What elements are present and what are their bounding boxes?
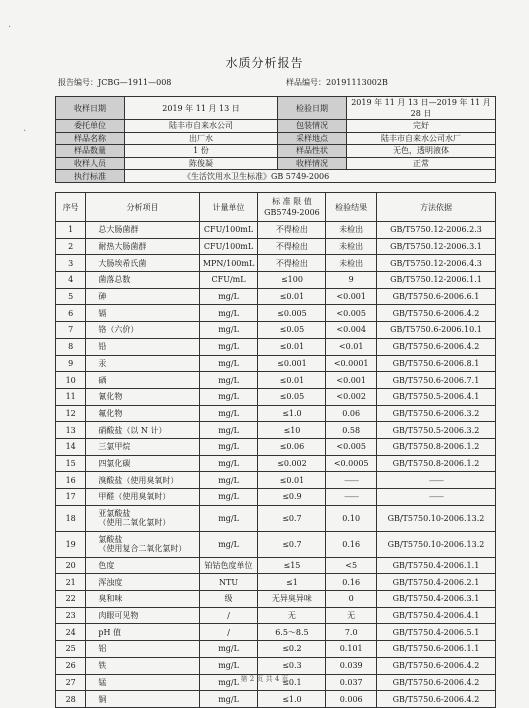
unit: mg/L — [199, 472, 258, 489]
standard-limit: ≤0.3 — [258, 657, 326, 674]
method-basis: GB/T5750.4-2006.1.1 — [376, 557, 495, 574]
analysis-item: 色度 — [86, 557, 199, 574]
sample-number: 样品编号：20191113002B — [286, 78, 388, 87]
row-index: 17 — [56, 489, 86, 506]
method-basis: GB/T5750.6-2006.6.1 — [376, 288, 495, 305]
row-index: 7 — [56, 322, 86, 339]
unit: mg/L — [199, 505, 258, 531]
row-index: 28 — [56, 691, 86, 708]
test-result: 0.039 — [326, 657, 377, 674]
analysis-item: 铁 — [86, 657, 199, 674]
method-basis: GB/T5750.6-2006.4.2 — [376, 691, 495, 708]
info-value: 正常 — [347, 157, 496, 170]
method-basis: —— — [376, 489, 495, 506]
test-result: <0.005 — [326, 305, 377, 322]
row-index: 11 — [56, 388, 86, 405]
info-label: 包装情况 — [278, 120, 347, 133]
unit: / — [199, 607, 258, 624]
info-row — [56, 157, 496, 170]
test-result: —— — [326, 472, 377, 489]
test-result: 无 — [326, 607, 377, 624]
standard-limit: 不得检出 — [258, 238, 326, 255]
method-basis: GB/T5750.12-2006.4.3 — [376, 255, 495, 272]
header-limit — [258, 193, 326, 222]
method-basis: GB/T5750.12-2006.1.1 — [376, 272, 495, 289]
analysis-item: 铝 — [86, 641, 199, 658]
test-result: 0.16 — [326, 574, 377, 591]
standard-limit: ≤100 — [258, 272, 326, 289]
table-row — [56, 472, 496, 489]
row-index: 14 — [56, 438, 86, 455]
unit: 铂钴色度单位 — [199, 557, 258, 574]
row-index: 10 — [56, 372, 86, 389]
method-basis: GB/T5750.10-2006.13.2 — [376, 505, 495, 531]
standard-limit: ≤0.7 — [258, 505, 326, 531]
test-result: <5 — [326, 557, 377, 574]
method-basis: GB/T5750.4-2006.5.1 — [376, 624, 495, 641]
table-row — [56, 624, 496, 641]
standard-limit: ≤0.1 — [258, 674, 326, 691]
info-value: 陈俊凝 — [125, 157, 278, 170]
test-result: 0 — [326, 591, 377, 608]
unit: CFU/mL — [199, 272, 258, 289]
table-row — [56, 591, 496, 608]
info-label: 样品数量 — [56, 145, 125, 158]
info-label: 收样日期 — [56, 97, 125, 120]
unit: mg/L — [199, 322, 258, 339]
method-basis: GB/T5750.8-2006.1.2 — [376, 438, 495, 455]
row-index: 13 — [56, 422, 86, 439]
analysis-item: 三氯甲烷 — [86, 438, 199, 455]
test-result: 0.16 — [326, 531, 377, 557]
info-label: 委托单位 — [56, 120, 125, 133]
analysis-item: 硒 — [86, 372, 199, 389]
standard-limit: ≤0.01 — [258, 338, 326, 355]
test-result: 未检出 — [326, 255, 377, 272]
test-result: 0.101 — [326, 641, 377, 658]
analysis-item: 四氯化碳 — [86, 455, 199, 472]
row-index: 8 — [56, 338, 86, 355]
analysis-item: 耐热大肠菌群 — [86, 238, 199, 255]
header-result: 检验结果 — [326, 193, 377, 222]
analysis-item: 臭和味 — [86, 591, 199, 608]
row-index: 19 — [56, 531, 86, 557]
standard-limit: ≤1.0 — [258, 405, 326, 422]
test-result: 未检出 — [326, 238, 377, 255]
info-value: 出厂水 — [125, 132, 278, 145]
table-row — [56, 641, 496, 658]
method-basis: GB/T5750.6-2006.3.2 — [376, 405, 495, 422]
table-row — [56, 305, 496, 322]
test-result: 0.10 — [326, 505, 377, 531]
table-row — [56, 505, 496, 531]
unit: mg/L — [199, 355, 258, 372]
standard-limit: 不得检出 — [258, 222, 326, 239]
standard-limit: ≤0.005 — [258, 305, 326, 322]
row-index: 12 — [56, 405, 86, 422]
standard-limit: ≤0.05 — [258, 322, 326, 339]
row-index: 26 — [56, 657, 86, 674]
method-basis: GB/T5750.6-2006.4.2 — [376, 305, 495, 322]
table-row — [56, 455, 496, 472]
standard-limit: ≤0.2 — [258, 641, 326, 658]
row-index: 15 — [56, 455, 86, 472]
unit: mg/L — [199, 338, 258, 355]
method-basis: GB/T5750.4-2006.3.1 — [376, 591, 495, 608]
test-result: <0.004 — [326, 322, 377, 339]
table-row — [56, 338, 496, 355]
row-index: 16 — [56, 472, 86, 489]
standard-limit: ≤0.7 — [258, 531, 326, 557]
unit: CFU/100mL — [199, 222, 258, 239]
standard-limit: 无异臭异味 — [258, 591, 326, 608]
method-basis: GB/T5750.6-2006.8.1 — [376, 355, 495, 372]
unit: mg/L — [199, 305, 258, 322]
analysis-item: 硝酸盐（以 N 计） — [86, 422, 199, 439]
row-index: 5 — [56, 288, 86, 305]
unit: mg/L — [199, 455, 258, 472]
analysis-item: 氟化物 — [86, 405, 199, 422]
table-row — [56, 557, 496, 574]
report-number: 报告编号：JCBG—1911—008 — [58, 78, 172, 87]
info-value: 2019 年 11 月 13 日 — [125, 97, 278, 120]
test-result: —— — [326, 489, 377, 506]
standard-limit: ≤1.0 — [258, 691, 326, 708]
analysis-item: 甲醛（使用臭氧时） — [86, 489, 199, 506]
info-value: 陆丰市自来水公司水厂 — [347, 132, 496, 145]
sample-info-table — [55, 96, 496, 183]
analysis-item: 氯酸盐 （使用复合二氧化氯时） — [86, 531, 199, 557]
method-basis: —— — [376, 472, 495, 489]
header-limit-label: 标 准 限 值 — [272, 197, 312, 206]
analysis-item: pH 值 — [86, 624, 199, 641]
row-index: 2 — [56, 238, 86, 255]
test-result: <0.0001 — [326, 355, 377, 372]
row-index: 23 — [56, 607, 86, 624]
analysis-item: 氰化物 — [86, 388, 199, 405]
method-basis: GB/T5750.6-2006.4.2 — [376, 657, 495, 674]
standard-limit: ≤0.001 — [258, 355, 326, 372]
info-value: 陆丰市自来水公司 — [125, 120, 278, 133]
standard-limit: ≤0.9 — [258, 489, 326, 506]
row-index: 4 — [56, 272, 86, 289]
method-basis: GB/T5750.6-2006.4.2 — [376, 338, 495, 355]
scan-speck: · — [8, 22, 12, 33]
analysis-item: 镉 — [86, 305, 199, 322]
method-basis: GB/T5750.12-2006.3.1 — [376, 238, 495, 255]
info-row — [56, 97, 496, 120]
method-basis: GB/T5750.6-2006.1.1 — [376, 641, 495, 658]
page-footer: 第 2 页 共 4 页 — [240, 675, 289, 683]
table-row — [56, 607, 496, 624]
info-label: 收样情况 — [278, 157, 347, 170]
unit: mg/L — [199, 641, 258, 658]
method-basis: GB/T5750.4-2006.2.1 — [376, 574, 495, 591]
standard-limit: 6.5～8.5 — [258, 624, 326, 641]
header-item: 分析项目 — [86, 193, 199, 222]
row-index: 21 — [56, 574, 86, 591]
test-result: 未检出 — [326, 222, 377, 239]
info-row-standard — [56, 170, 496, 183]
scan-speck: · — [23, 126, 27, 137]
row-index: 27 — [56, 674, 86, 691]
analysis-item: 汞 — [86, 355, 199, 372]
analysis-item: 总大肠菌群 — [86, 222, 199, 239]
table-row — [56, 222, 496, 239]
table-row — [56, 288, 496, 305]
report-title: 水质分析报告 — [225, 56, 304, 70]
header-unit: 计量单位 — [199, 193, 258, 222]
unit: mg/L — [199, 531, 258, 557]
table-row — [56, 372, 496, 389]
analysis-item: 大肠埃希氏菌 — [86, 255, 199, 272]
method-basis: GB/T5750.10-2006.13.2 — [376, 531, 495, 557]
standard-limit: ≤15 — [258, 557, 326, 574]
method-basis: GB/T5750.6-2006.10.1 — [376, 322, 495, 339]
analysis-item: 亚氯酸盐 （使用二氧化氯时） — [86, 505, 199, 531]
unit: mg/L — [199, 422, 258, 439]
info-label: 检验日期 — [278, 97, 347, 120]
standard-limit: ≤0.01 — [258, 372, 326, 389]
unit: mg/L — [199, 691, 258, 708]
analysis-item: 溴酸盐（使用臭氧时） — [86, 472, 199, 489]
info-value: 2019 年 11 月 13 日—2019 年 11 月 28 日 — [347, 97, 496, 120]
info-value: 完好 — [347, 120, 496, 133]
method-basis: GB/T5750.12-2006.2.3 — [376, 222, 495, 239]
info-label: 样品名称 — [56, 132, 125, 145]
standard-limit: 无 — [258, 607, 326, 624]
standard-limit: ≤0.01 — [258, 288, 326, 305]
row-index: 1 — [56, 222, 86, 239]
analysis-item: 锰 — [86, 674, 199, 691]
unit: mg/L — [199, 489, 258, 506]
method-basis: GB/T5750.8-2006.1.2 — [376, 455, 495, 472]
standard-limit: 不得检出 — [258, 255, 326, 272]
analysis-item: 菌落总数 — [86, 272, 199, 289]
method-basis: GB/T5750.6-2006.4.2 — [376, 674, 495, 691]
test-result: 0.037 — [326, 674, 377, 691]
test-result: <0.01 — [326, 338, 377, 355]
table-row — [56, 438, 496, 455]
method-basis: GB/T5750.5-2006.4.1 — [376, 388, 495, 405]
table-row — [56, 489, 496, 506]
results-table — [55, 192, 496, 708]
table-row — [56, 531, 496, 557]
analysis-item: 铅 — [86, 338, 199, 355]
analysis-item: 砷 — [86, 288, 199, 305]
analysis-item: 肉眼可见物 — [86, 607, 199, 624]
standard-limit: ≤0.06 — [258, 438, 326, 455]
test-result: <0.002 — [326, 388, 377, 405]
table-row — [56, 657, 496, 674]
results-header-row — [56, 193, 496, 222]
unit: 级 — [199, 591, 258, 608]
test-result: 0.06 — [326, 405, 377, 422]
unit: mg/L — [199, 657, 258, 674]
standard-limit: ≤0.002 — [258, 455, 326, 472]
table-row — [56, 405, 496, 422]
table-row — [56, 355, 496, 372]
standard-value: 《生活饮用水卫生标准》GB 5749-2006 — [125, 170, 496, 183]
standard-label: 执行标准 — [56, 170, 125, 183]
table-row — [56, 422, 496, 439]
table-row — [56, 574, 496, 591]
method-basis: GB/T5750.6-2006.7.1 — [376, 372, 495, 389]
row-index: 3 — [56, 255, 86, 272]
info-row — [56, 132, 496, 145]
table-row — [56, 238, 496, 255]
info-label: 样品性状 — [278, 145, 347, 158]
unit: MPN/100mL — [199, 255, 258, 272]
test-result: 7.0 — [326, 624, 377, 641]
test-result: 9 — [326, 272, 377, 289]
info-row — [56, 120, 496, 133]
test-result: <0.001 — [326, 288, 377, 305]
unit: mg/L — [199, 388, 258, 405]
analysis-item: 铬（六价） — [86, 322, 199, 339]
unit: mg/L — [199, 674, 258, 691]
table-row — [56, 322, 496, 339]
test-result: 0.58 — [326, 422, 377, 439]
info-value: 1 份 — [125, 145, 278, 158]
table-row — [56, 691, 496, 708]
row-index: 6 — [56, 305, 86, 322]
standard-limit: ≤1 — [258, 574, 326, 591]
row-index: 22 — [56, 591, 86, 608]
unit: mg/L — [199, 288, 258, 305]
info-value: 无色，透明液体 — [347, 145, 496, 158]
method-basis: GB/T5750.5-2006.3.2 — [376, 422, 495, 439]
standard-limit: ≤10 — [258, 422, 326, 439]
analysis-item: 浑浊度 — [86, 574, 199, 591]
test-result: 0.006 — [326, 691, 377, 708]
header-index: 序号 — [56, 193, 86, 222]
standard-limit: ≤0.05 — [258, 388, 326, 405]
row-index: 9 — [56, 355, 86, 372]
header-method: 方法依据 — [376, 193, 495, 222]
analysis-item: 铜 — [86, 691, 199, 708]
info-row — [56, 145, 496, 158]
header-limit-standard: GB5749-2006 — [264, 208, 320, 217]
info-label: 收样人员 — [56, 157, 125, 170]
unit: mg/L — [199, 372, 258, 389]
unit: NTU — [199, 574, 258, 591]
method-basis: GB/T5750.4-2006.4.1 — [376, 607, 495, 624]
unit: / — [199, 624, 258, 641]
row-index: 24 — [56, 624, 86, 641]
standard-limit: ≤0.01 — [258, 472, 326, 489]
row-index: 18 — [56, 505, 86, 531]
row-index: 20 — [56, 557, 86, 574]
info-label: 采样地点 — [278, 132, 347, 145]
table-row — [56, 388, 496, 405]
row-index: 25 — [56, 641, 86, 658]
table-row — [56, 255, 496, 272]
unit: CFU/100mL — [199, 238, 258, 255]
unit: mg/L — [199, 438, 258, 455]
test-result: <0.005 — [326, 438, 377, 455]
table-row — [56, 272, 496, 289]
test-result: <0.001 — [326, 372, 377, 389]
unit: mg/L — [199, 405, 258, 422]
test-result: <0.0005 — [326, 455, 377, 472]
